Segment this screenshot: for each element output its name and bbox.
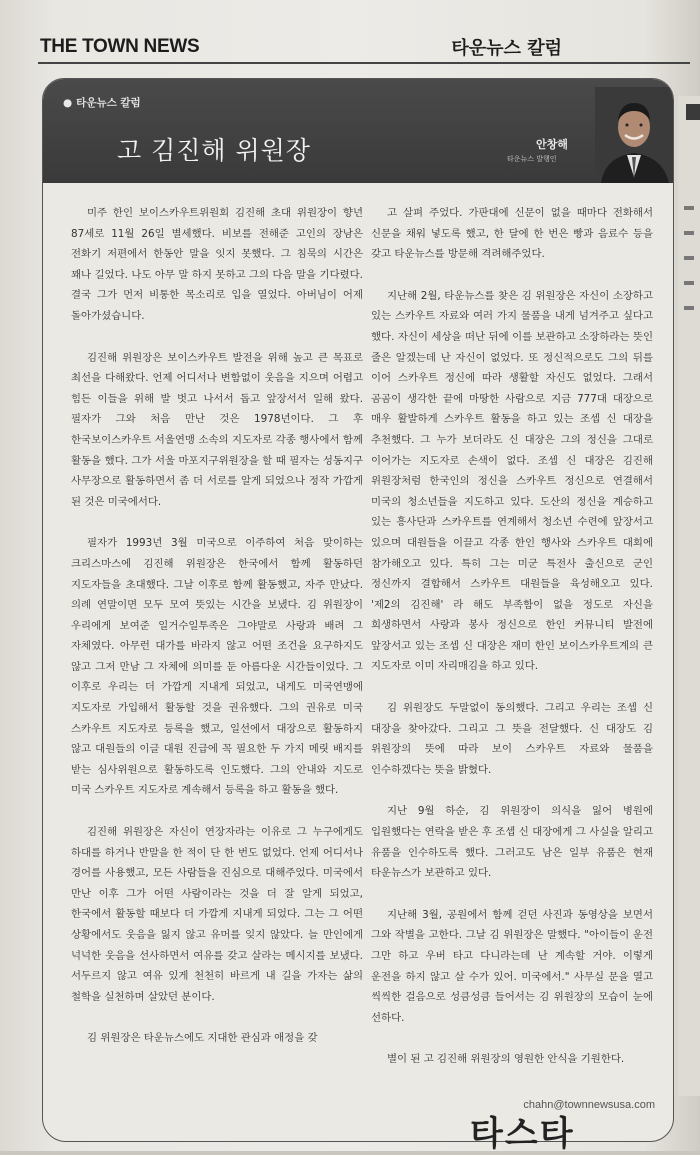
masthead-rule [38, 62, 690, 64]
adjacent-text-mark [684, 306, 694, 310]
author-portrait [595, 87, 673, 183]
author-role: 타운뉴스 발행인 [507, 155, 557, 163]
paragraph: 김 위원장은 타운뉴스에도 지대한 관심과 애정을 갖 [87, 1032, 318, 1045]
paragraph: 김 위원장도 두말없이 동의했다. 그리고 우리는 조셉 신 대장을 찾아갔다. 그리고 그 뜻을 전달했다. 신 대장도 김 위원장의 뜻에 따라 보이 스카우트 자료와 물품을 인수하겠다는 뜻을 밝혔다. [371, 702, 653, 776]
adjacent-page-strip [678, 96, 700, 1096]
adjacent-text-mark [684, 281, 694, 285]
paragraph: 김진해 위원장은 보이스카우트 발전을 위해 높고 큰 목표로 최선을 다해왔다. 언제 어디서나 변함없이 웃음을 지으며 어렵고 힘든 이들을 위해 발 벗고 나서서 돕고 앞장서서 일해 왔다. 필자가 그와 처음 만난 것은 1978년이다. 그 후 한국보이스카우트 서울연맹 소속의 지도자로 각종 행사에서 함께 활동을 했다. 그가 서울 마포지구위원장을 할 때 필자는 성동지구 사무장으로 활동하면서 좀 더 서로를 알게 되었으나 정작 가깝게 된 것은 미국에서다. [71, 351, 363, 508]
author-email[interactable]: chahn@townnewsusa.com [523, 1099, 655, 1111]
masthead-logo: THE TOWN NEWS [40, 36, 200, 57]
paragraph: 미주 한인 보이스카우트위원회 김진해 초대 위원장이 향년 87세로 11월 26일 별세했다. 비보를 전해준 고인의 장남은 전화기 저편에서 한동안 말을 잇지 못했다. 그 침묵의 시간은 꽤나 길었다. 나도 아무 말 하지 못하고 그의 다음 말을 기다렸다. 결국 그가 먼저 비통한 목소리로 입을 열었다. 아버님이 어제 돌아가셨습니다. [71, 207, 363, 322]
paragraph: 필자가 1993년 3월 미국으로 이주하여 처음 맞이하는 크리스마스에 김진해 위원장은 한국에서 함께 활동하던 지도자들을 초대했다. 그날 이후로 함께 활동했고, 자주 만났다. 의례 연말이면 모두 모여 뜻있는 시간을 보냈다. 김 위원장이 우리에게 보여준 일거수일투족은 그야말로 사랑과 배려 그 자체였다. 아무런 대가를 바라지 않고 어떤 조건을 요구하지도 않고 그저 만남 그 자체에 의미를 둔 아름다운 시간들이었다. 그 이후로 우리는 더 가깝게 지내게 되었고, 내게도 미국연맹에 지도자로 가입해서 활동할 것을 권유했다. 그의 권유로 미국 스카우트 지도자로 등록을 했고, 일선에서 대장으로 활동하지 않고 대원들의 이글 대원 진급에 꼭 필요한 두 가지 메릿 배지를 받는 심사위원으로 활동하도록 인도했다. 그의 안내와 지도로 미국 스카우트 지도자로 계속해서 등록을 하고 활동을 했다. [71, 537, 363, 797]
bullet-icon: ● [63, 97, 73, 109]
paragraph: 지난해 3월, 공원에서 함께 걷던 사진과 동영상을 보면서 그와 작별을 고한다. 그날 김 위원장은 말했다. "아이들이 운전 그만 하고 우버 타고 다니라는데 난 계속할 거야. 이렇게 운전을 하지 않고 살 수가 있어. 미국에서." 사무실 문을 열고 씩씩한 걸음으로 성큼성큼 들어서는 김 위원장의 모습이 눈에 선하다. [371, 908, 653, 1024]
adjacent-text-mark [684, 206, 694, 210]
paragraph: 지난해 2월, 타운뉴스를 찾은 김 위원장은 자신이 소장하고 있는 스카우트 자료와 여러 가지 물품을 내게 넘겨주고 싶다고 했다. 자신이 세상을 떠난 뒤에 이를 보관하고 소장하라는 뜻인 줄은 알겠는데 난 자신이 없었다. 또 정신적으로도 그의 뒤를 이어 스카우트 정신에 따라 생활할 자신도 없었다. 그래서 곰곰이 생각한 끝에 마땅한 사람으로 지금 777대 대장으로 매우 활발하게 스카우트 활동을 하고 있는 조셉 신 대장을 추천했다. 그 누가 보더라도 신 대장은 그의 정신을 그대로 이어가는 지도자로 손색이 없다. 조셉 신 대장은 김진해 위원장처럼 한국인의 정신을 스카우트 정신으로 연결해서 미국의 청소년들을 지도하고 있다. 도산의 정신을 계승하고 있는 흥사단과 스카우트를 연계해서 청소년 수련에 앞장서고 있으며 대원들을 이끌고 각종 한인 행사와 스카우트 대회에 참가해오고 있다. 특히 그는 미군 특전사 출신으로 군인 정신까지 결합해서 스카우트 대원들을 육성해오고 있다. '제2의 김진해' 라 해도 부족함이 없을 정도로 자신을 희생하면서 사랑과 봉사 정신으로 한인 커뮤니티 발전에 앞장서고 있는 조셉 신 대장은 재미 한인 보이스카우트계의 큰 지도자로 이미 자리매김을 하고 있다. [371, 289, 653, 673]
author-name: 안창해 [536, 138, 568, 151]
article-title: 고 김진해 위원장 [117, 136, 311, 165]
paragraph: 지난 9월 하순, 김 위원장이 의식을 잃어 병원에 입원했다는 연락을 받은 후 조셉 신 대장에게 그 사실을 알리고 유품을 인수하도록 했다. 그러고도 남은 일부 유품은 현재 타운뉴스가 보관하고 있다. [371, 805, 653, 880]
paragraph: 김진해 위원장은 자신이 연장자라는 이유로 그 누구에게도 하대를 하거나 반말을 한 적이 단 한 번도 없었다. 언제 어디서나 경어를 사용했고, 모든 사람들을 진심으로 대해주었다. 미국에서 만난 이후 그가 어떤 사람이라는 것을 더 잘 알게 되었고, 한국에서 활동할 때보다 더 가깝게 지내게 되었다. 그는 그 어떤 상황에서도 웃음을 잃지 않고 유머를 잊지 않았다. 늘 만인에게 넉넉한 웃음을 선사하면서 여유를 갖고 살라는 메시지를 보냈다. 서두르지 않고 여유 있게 천천히 바르게 내 길을 가자는 삶의 철학을 실천하며 살았던 분이다. [71, 826, 363, 1003]
section-title: 타운뉴스 칼럼 [451, 38, 562, 59]
column-article [42, 78, 674, 1142]
paragraph: 고 살펴 주었다. 가판대에 신문이 없을 때마다 전화해서 신문을 채워 넣도록 했고, 한 달에 한 번은 빵과 음료수 등을 갖고 타운뉴스를 방문해 격려해주었다. [371, 207, 653, 261]
column-banner [43, 79, 673, 183]
column-kicker [63, 95, 141, 110]
kicker-label: 타운뉴스 칼럼 [76, 97, 141, 109]
adjacent-tab [686, 104, 700, 120]
text-column-right [371, 203, 653, 1091]
paragraph: 별이 된 고 김진해 위원장의 영원한 안식을 기원한다. [387, 1053, 625, 1066]
adjacent-text-mark [684, 231, 694, 235]
next-article-fragment: 타스타 [470, 1114, 575, 1154]
adjacent-text-mark [684, 256, 694, 260]
text-column-left [71, 203, 363, 1049]
